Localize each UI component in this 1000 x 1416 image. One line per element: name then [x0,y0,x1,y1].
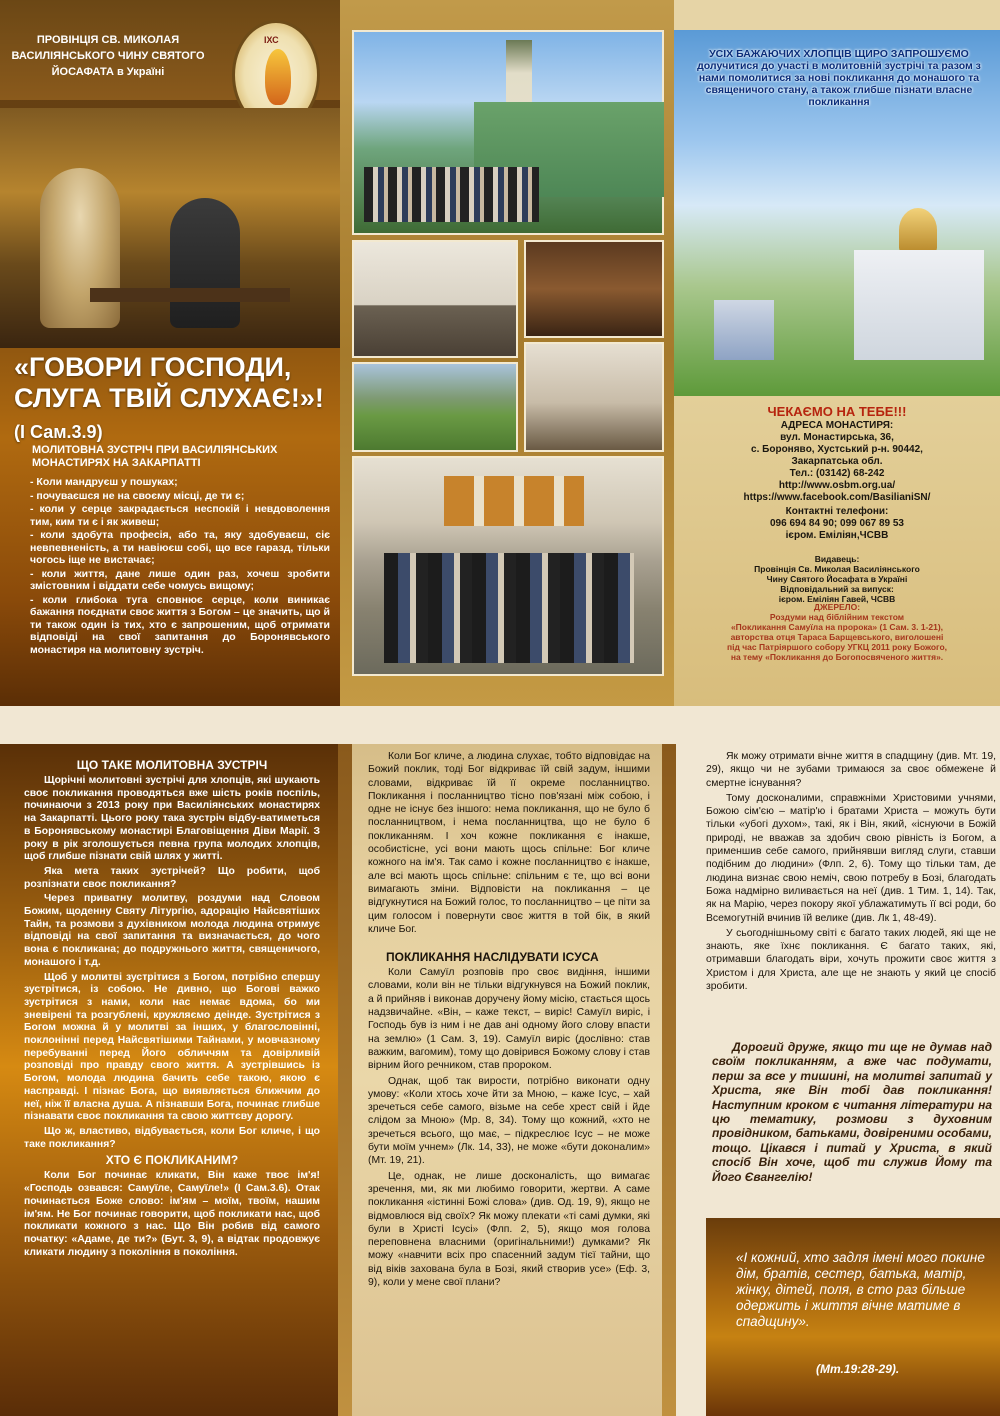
paragraph: Через приватну молитву, роздуми над Словом Божим, щоденну Святу Літургію, адорацію Найсвятіших Тайн, та розмови з духівником молода людина отримує відповіді на свої запитання та визначається, до чого вона є покликана; до подружнього життя, священичого, монашого і т.д. [24,893,320,968]
paragraph: Це, однак, не лише досконалість, що вимагає зречення, ми, як ми любимо говорити, жертви. А саме покликання «істинні Божі слова» (див. Од. 19, 9), якщо не відмовлюся від своїх? Як можу плекати «ті самі думки, які були в Христі Ісусі» (Флп. 2, 5), якщо моя голова переповнена власними (оригінальними!) думками? Як можу «навчити всіх про спасенний задум тієї тайни, що від віків захована була в Бозі, який створив усе» (Еф. 3, 9), коли у мене свої плани? [368,1170,650,1288]
paragraph: Коли Самуїл розповів про своє видіння, іншими словами, коли він не тільки відгукнувся на Божий поклик, а й прийняв і виконав доручену йому місію, стається щось надзвичайне. «Він, – каже текст, – виріс! Самуїл виріс, і Господь був із ним і не дав ані одному його слову впасти на землю» (1 Сам. 3, 19). Самуїл виріс (дослівно: став важким, вагомим), тому що довірився Божому слову і став вірним його речником, став пророком. [368,967,650,1072]
page-divider [0,706,1000,744]
bullet-item: - почуваєшся не на своєму місці, де ти є; [30,489,245,502]
source-line: на тему «Покликання до Богопосвяченого життя». [730,652,944,662]
discussion-room-photo [524,342,664,452]
golden-dome [899,208,937,252]
classroom-photo [352,240,518,358]
bullet-item: - коли глибока туга сповнює серце, коли виникає бажання поєднати своє життя з Богом – це значить, що й ти також один із тих, хто є запрошеним, щоб отримати відповіді на свої запитання до Боронявського монастиря на молитовну зустріч. [30,593,330,656]
crest-monogram: ІХС [264,35,279,45]
scripture-quote-box [706,1218,1000,1416]
monastery-address [704,420,970,504]
province-title: ПРОВІНЦІЯ СВ. МИКОЛАЯ ВАСИЛІЯНСЬКОГО ЧИНУ СВЯТОГО ЙОСАФАТА в Україні [11,34,205,78]
section-title: ХТО Є ПОКЛИКАНИМ? [105,1153,239,1168]
paragraph: Щоб у молитві зустрітися з Богом, потрібно спершу зустрітися, із собою. Не дивно, що Богові важко зустрітися з нами, коли нас немає вдома, бо ми зневірені та розгублені, кружляємо деінде. Зустрітися з Богом можна й у молитві за інших, у благословінні, поклонінні перед Найсвятішими Тайнами, у мовчазному перебуванні перед Його обличчям та довірливій розповіді про правду свого життя. А зустрівшись із Богом, молода людина бачить себе такою, якою є насправді. І пізнає Бога, що виявляється ближчим до неї, ніж її власна душа. А пізнавши Бога, починає глибше пізнавати своє покликання та свою життєву дорогу. [24,971,320,1123]
contact-line: Контактні телефони: [785,506,889,517]
publisher-line: Провінція Св. Миколая Василіянського [754,564,920,574]
cover-bullets [30,476,330,657]
address-line: Закарпатська обл. [791,456,883,467]
invitation-text: УСІХ БАЖАЮЧИХ ХЛОПЦІВ ЩИРО ЗАПРОШУЄМО долучитися до участі в молитовній зустрічі та разом з нами помолитися за нові покликання до монашого та священичого стану, а також глибше пізнати власне покликання [697,48,981,108]
appeal-text: Дорогий друже, якщо ти ще не думав над своїм покликанням, а вже час подумати, перш за все у тишині, на молитві запитай у Христа, яке Він тобі дав покликання! Наступним кроком є читання літератури на цю тематику, розмови з духовним провідником, батьками, довіреними особами, тощо. Цікався і питай у Христа, в який спосіб Він хоче, щоб ти служив Йому та Його Євангелію! [712,1040,992,1184]
bullet-item: - Коли мандруєш у пошуках; [30,476,178,488]
flame-icon [265,49,291,105]
paragraph: Тому досконалими, справжніми Христовими учнями, Божою сім'єю – матір'ю і братами Христа – можуть бути тільки «убогі духом», такі, як і Він, який, «існуючи в Божій природі, не вважав за здобич свою рівність із Богом, а применшив себе самого, прийнявши вигляд слуги, ставши подібним до людини» (Флп. 2, 6). Тому що тільки там, де людина визнає свою неміч, свою потребу в Бозі, благодать Божа надмірно виливається на неї (див. 1 Тим. 1, 14). Так, як на Марію, через покору якої ублажатимуть її всі роди, бо Всемогутній вчинив їй велике (див. Лк 1, 48-49). [706,792,996,924]
headline-reference: (І Сам.3.9) [14,422,103,442]
courtyard-group-photo [352,456,664,676]
scripture-reference: (Мт.19:28-29). [816,1362,900,1376]
paragraph: У сьогоднішньому світі є багато таких людей, які ще не знають, яке їхнє покликання. Є багато таких, які, отримавши благодать віри, хочуть прожити своє життя з Христом і для Христа, але ще не знають у який це спосіб зробити. [706,927,996,993]
address-line: АДРЕСА МОНАСТИРЯ: [780,420,894,431]
source-line: ДЖЕРЕЛО: [813,602,861,612]
contact-line: ієром. Еміліян,ЧСВВ [785,530,889,541]
group-people [384,553,634,663]
scripture-quote: «І кожний, хто задля імені мого покине дім, братів, сестер, батька, матір, жінку, дітей, поля, в сто раз більше одержить і життя вічне матиме в спадщину». [736,1250,985,1329]
paragraph: Коли Бог починає кликати, Він каже твоє ім'я! «Господь озвався: Самуїле, Самуїле!» (І Сам.3.6). Отак починається Боже слово: ім'ям – моїм, твоїм, нашим ім'ям. Не Бог починає говорити, щоб покликати нас, щоб покликати кожного з нас. Що Він робив від самого початку: «Адаме, де ти?» (Бут. 3, 9), а відтак продовжує кликати людину з покоління в покоління. [24,1170,320,1258]
address-line: Тел.: (03142) 68-242 [789,468,885,479]
bench [90,288,290,302]
wait-heading: ЧЕКАЄМО НА ТЕБЕ!!! [767,404,907,419]
invitation-panel [674,0,1000,706]
bullet-item: - коли життя, дане лише один раз, хочеш зробити змістовним і віддати себе чомусь вищому; [30,567,330,592]
cover-panel [0,0,340,706]
jesus-figure [40,168,120,328]
meeting-table-photo [524,240,664,338]
contact-line: 096 694 84 90; 099 067 89 53 [769,518,904,529]
group-people [364,167,539,222]
source-line: під час Патріяршого собору УГКЦ 2011 року Божого, [726,642,948,652]
source-line: Роздуми над біблійним текстом [769,612,905,622]
youth-figure [170,198,240,328]
football-field-photo [352,362,518,452]
inner-middle-panel [338,744,676,1416]
wall-icons [444,476,584,526]
paragraph: Щорічні молитовні зустрічі для хлопців, які шукають своє покликання проводяться вже шість років поспіль, починаючи з 2013 року при Василіянських монастирях на Закарпатті. Цього року така зустріч відбу-ватиметься в Боронявському монастирі Благовіщення Діви Марії. З року в рік зголошується певна група молодих хлопців, щоб глибше пізнати свій шлях у житті. [24,775,320,863]
jesus-and-youth-painting [0,108,340,348]
inner-left-panel [0,744,338,1416]
facebook-link[interactable]: https://www.facebook.com/BasilianiSN/ [743,492,931,503]
address-line: вул. Монастирська, 36, [780,432,894,443]
website-link[interactable]: http://www.osbm.org.ua/ [778,480,896,491]
inner-right-panel [676,744,1000,1416]
section-title: ПОКЛИКАННЯ НАСЛІДУВАТИ ІСУСА [386,950,599,965]
monastery-group-photo [352,30,664,235]
paragraph: Що ж, властиво, відбувається, коли Бог кличе, і що таке покликання? [24,1125,320,1150]
photo-collage-panel [340,0,674,706]
cover-subtitle: МОЛИТОВНА ЗУСТРІЧ ПРИ ВАСИЛІЯНСЬКИХ МОНАСТИРЯХ НА ЗАКАРПАТТІ [32,444,278,469]
distant-church [714,300,774,360]
source-line: авторства отця Тараса Барщевського, виголошені [730,632,944,642]
cover-headline [14,352,334,448]
contact-info-block [674,396,1000,706]
address-line: с. Боронявo, Хустський р-н. 90442, [751,444,923,455]
publisher-line: Відповідальний за випуск: [780,584,894,594]
bullet-item: - коли у серце закрадається неспокій і невдоволення тим, ким ти є і як живеш; [30,503,330,528]
church-building [854,250,984,360]
paragraph: Яка мета таких зустрічей? Що робити, щоб розпізнати своє покликання? [24,865,320,890]
paragraph: Коли Бог кличе, а людина слухає, тобто відповідає на Божий поклик, тоді Бог відкриває їй свій задум, іншими словами, відкриває їй її окреме посланництво. Покликання і посланництво тісно пов'язані між собою, і одне не існує без іншого: нема покликання, що не було б посланництвом, і нема посланництва, що не було б покликанням. І хоч кожне покликання є інакше, особистісне, усі вони мають щось спільне: Бог кличе кожного на ім'я. Так само і кожне посланництво є інакше, але всі мають щось спільне: спільним є те, що всі вони вимагають зміни. Відповісти на покликання – це відгукнутися на Божий голос, то посланництво – це піти за цим голосом і повернути своє життя в той бік, в який кличе Бог. [368,751,650,935]
paragraph: Як можу отримати вічне життя в спадщину (див. Мт. 19, 29), якщо чи не зубами тримаюся за своє обмежене й смертне існування? [706,751,996,789]
headline-text: «ГОВОРИ ГОСПОДИ, СЛУГА ТВІЙ СЛУХАЄ!»! [14,352,324,413]
publisher-line: ієром. Еміліян Гавей, ЧСВВ [778,594,896,604]
source-line: «Покликання Самуїла на пророка» (1 Сам. 3. 1-21), [730,622,944,632]
source-info [704,602,970,662]
section-title: ЩО ТАКЕ МОЛИТОВНА ЗУСТРІЧ [76,758,268,772]
paragraph: Однак, щоб так вирости, потрібно виконати одну умову: «Коли хтось хоче йти за Мною, – каже Ісус, – хай зречеться себе самого, візьме на себе хрест свій і йде слідом за Мною» (Мр. 8, 34). Тому що кожний, «хто не зречеться всього, що має, – підкреслює Ісус – не може бути моїм учнем» (Лк. 14, 33), не може «бути доконалим» (Мт. 19, 21). [368,1075,650,1167]
publisher-info [704,554,970,604]
publisher-line: Чину Святого Йосафата в Україні [766,574,908,584]
contact-phones [704,506,970,542]
bullet-item: - коли здобута професія, або та, яку здобуваєш, сіє невпевненість, а ти навіюєш собі, що все гаразд, тільки чогось іще не вистачає; [30,529,330,566]
publisher-line: Видавець: [814,554,860,564]
